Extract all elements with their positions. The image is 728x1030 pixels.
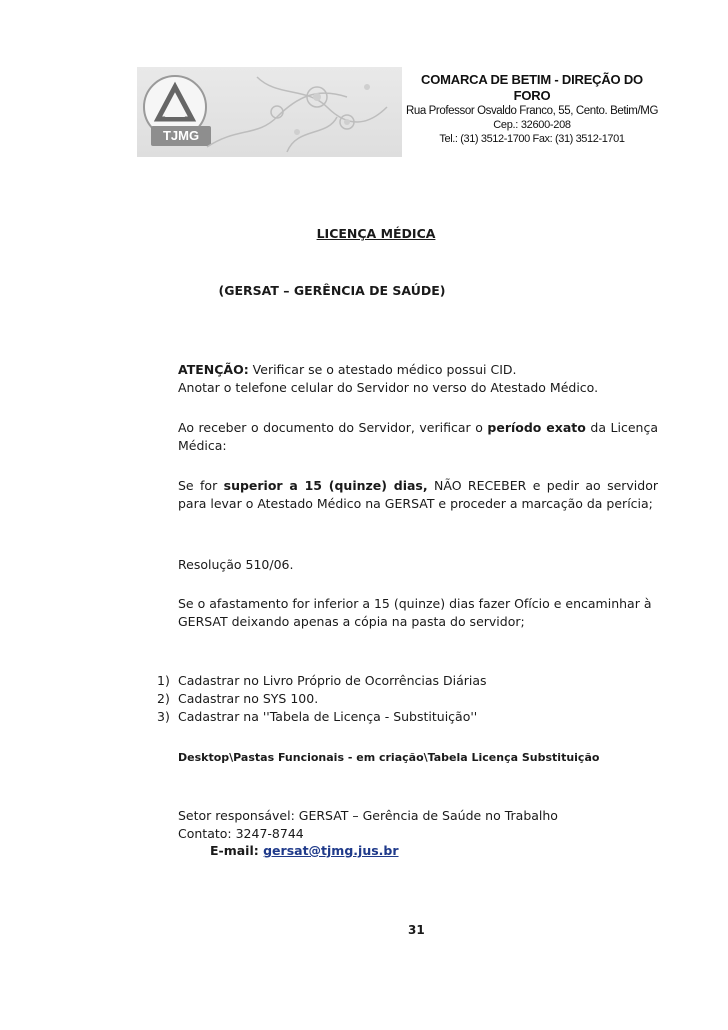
- court-cep: Cep.: 32600-208: [493, 119, 571, 131]
- court-name: COMARCA DE BETIM - DIREÇÃO DO FORO: [421, 72, 643, 103]
- attention-block: [178, 361, 658, 397]
- logo-text: TJMG: [151, 126, 211, 146]
- email-row: [210, 843, 399, 858]
- file-path: Desktop\Pastas Funcionais - em criação\Tabela Licença Substituição: [178, 751, 600, 764]
- contact-phone: Contato: 3247-8744: [178, 826, 304, 841]
- list-item: 2) Cadastrar no SYS 100.: [157, 691, 319, 706]
- paragraph-superior: Se for superior a 15 (quinze) dias, NÃO RECEBER e pedir ao servidor para levar o Atestado Médico na GERSAT e proceder a marcação da perícia;: [178, 478, 658, 511]
- list-item: 3) Cadastrar na ''Tabela de Licença - Substituição'': [157, 709, 478, 724]
- paragraph-inferior: Se o afastamento for inferior a 15 (quinze) dias fazer Ofício e encaminhar à GERSAT deixando apenas a cópia na pasta do servidor;: [178, 596, 652, 629]
- list-item: 1) Cadastrar no Livro Próprio de Ocorrências Diárias: [157, 673, 487, 688]
- attention-text: Verificar se o atestado médico possui CID.: [248, 362, 517, 377]
- document-title: LICENÇA MÉDICA: [316, 226, 436, 241]
- paragraph-resolution: Resolução 510/06.: [178, 557, 294, 572]
- contact-block: [178, 807, 558, 843]
- page-number: 31: [408, 923, 425, 937]
- court-phone: Tel.: (31) 3512-1700 Fax: (31) 3512-1701: [439, 133, 625, 145]
- steps-list: [157, 672, 487, 726]
- floral-ornament-icon: [197, 67, 402, 157]
- attention-line2: Anotar o telefone celular do Servidor no verso do Atestado Médico.: [178, 380, 599, 395]
- document-subtitle: (GERSAT – GERÊNCIA DE SAÚDE): [218, 283, 446, 298]
- email-link[interactable]: gersat@tjmg.jus.br: [263, 843, 399, 858]
- header-banner: [137, 67, 402, 157]
- responsible-sector: Setor responsável: GERSAT – Gerência de Saúde no Trabalho: [178, 808, 558, 823]
- email-label: E-mail:: [210, 843, 264, 858]
- attention-label: ATENÇÃO:: [178, 362, 249, 377]
- court-header: [402, 72, 662, 146]
- court-address: Rua Professor Osvaldo Franco, 55, Cento. Betim/MG: [405, 105, 659, 117]
- paragraph-period: Ao receber o documento do Servidor, verificar o período exato da Licença Médica:: [178, 420, 658, 453]
